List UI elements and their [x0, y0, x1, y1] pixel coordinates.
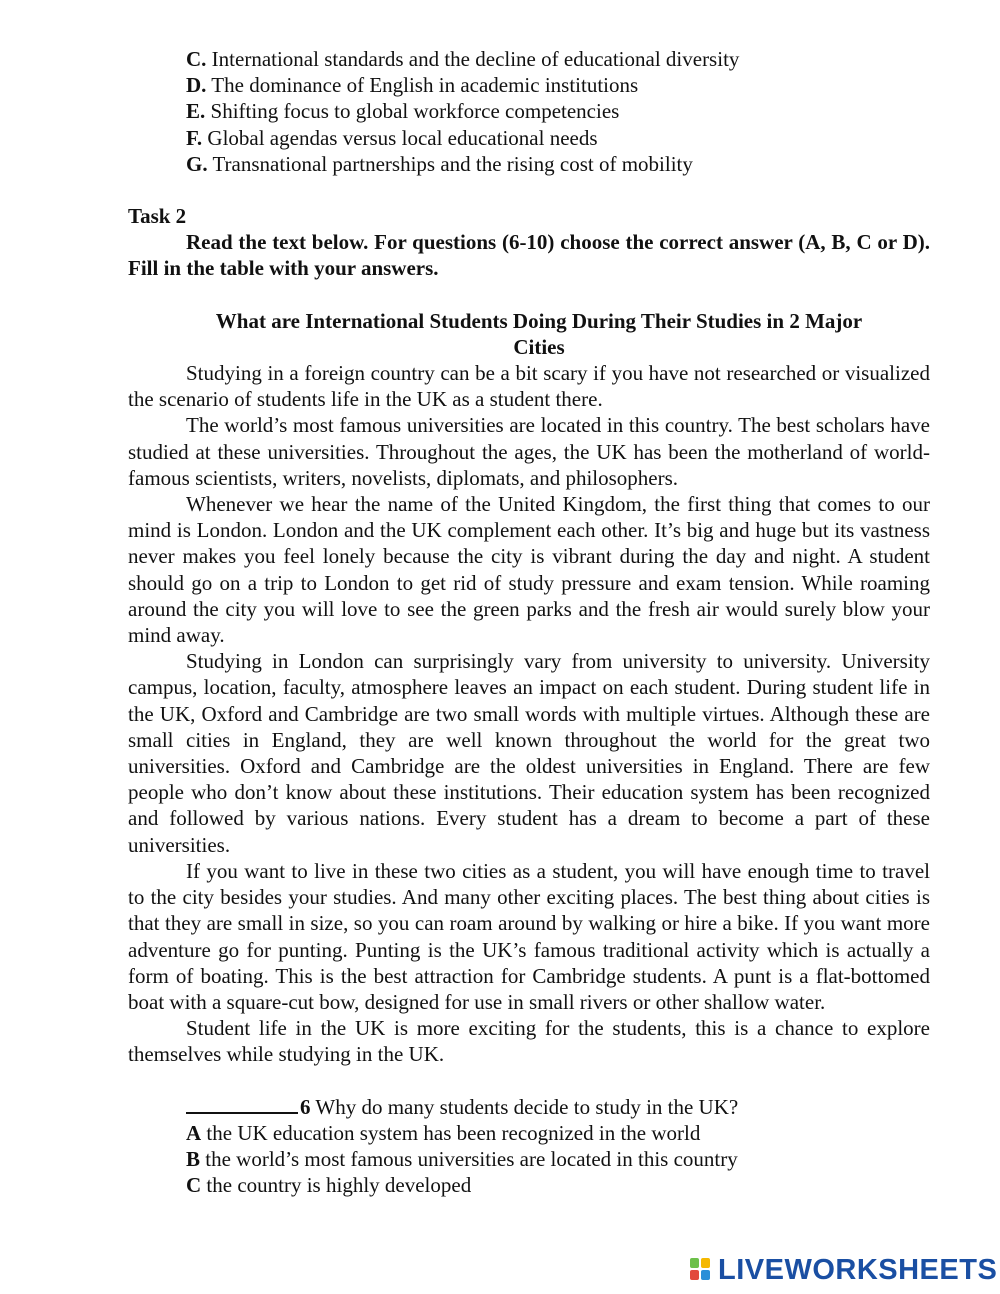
task-instruction: Read the text below. For questions (6-10) choose the correct answer (A, B, C or D). Fill in the table with your answers.: [128, 230, 930, 281]
answer-option-c: [128, 1172, 930, 1198]
logo-square-green: [690, 1258, 699, 1268]
article-title: [128, 308, 930, 360]
option-e: [128, 98, 930, 124]
option-letter: C.: [186, 47, 207, 71]
logo-square-blue: [701, 1270, 710, 1280]
option-c: [128, 46, 930, 72]
article-paragraph: If you want to live in these two cities as a student, you will have enough time to travel to the city besides your studies. And many other exciting places. The best thing about cities is that they are small in size, so you can roam around by walking or hire a bike. If you want more adventure go for punting. Punting is the UK’s famous traditional activity which is actually a form of boating. This is the best attraction for Cambridge students. A punt is a flat-bottomed boat with a square-cut bow, designed for use in small rivers or other shallow water.: [128, 858, 930, 1014]
option-text: The dominance of English in academic institutions: [206, 73, 639, 98]
question-text: Why do many students decide to study in the UK?: [310, 1094, 739, 1119]
liveworksheets-logo-icon: [690, 1258, 712, 1282]
option-d: [128, 72, 930, 98]
option-letter: E.: [186, 99, 206, 124]
spacer: [128, 1068, 930, 1094]
liveworksheets-logo-text: LIVEWORKSHEETS: [718, 1253, 998, 1286]
article-paragraph: Student life in the UK is more exciting for the students, this is a chance to explore themselves while studying in the UK.: [128, 1016, 930, 1067]
answer-text: the world’s most famous universities are located in this country: [200, 1146, 738, 1171]
logo-square-red: [690, 1270, 699, 1280]
answer-letter: A: [186, 1120, 202, 1145]
liveworksheets-logo: [690, 1253, 997, 1287]
article-paragraph: Studying in a foreign country can be a bit scary if you have not researched or visualized the scenario of students life in the UK as a student there.: [128, 361, 930, 412]
article-paragraph: Whenever we hear the name of the United Kingdom, the first thing that comes to our mind is London. London and the UK complement each other. It’s big and huge but its vastness never makes you feel lonely because the city is vibrant during the day and night. A student should go on a trip to London to get rid of study pressure and exam tension. While roaming around the city you will love to see the green parks and the fresh air would surely blow your mind away.: [128, 492, 930, 648]
answer-text: the country is highly developed: [201, 1173, 472, 1198]
spacer: [128, 177, 930, 203]
question-number: 6: [300, 1094, 311, 1119]
question-6: [128, 1094, 930, 1120]
article-paragraph: The world’s most famous universities are located in this country. The best scholars have studied at these universities. Throughout the ages, the UK has been the motherland of world-famous scientists, writers, novelists, diplomats, and philosophers.: [128, 413, 930, 490]
answer-option-a: [128, 1120, 930, 1146]
answer-letter: B: [186, 1146, 201, 1171]
answer-text: the UK education system has been recognized in the world: [201, 1120, 701, 1145]
option-text: International standards and the decline of educational diversity: [206, 47, 740, 71]
answer-blank-6[interactable]: [186, 1094, 298, 1114]
option-f: [128, 125, 930, 151]
task-heading: Task 2: [128, 204, 187, 229]
option-letter: D.: [186, 73, 207, 98]
option-text: Transnational partnerships and the rising cost of mobility: [207, 151, 693, 176]
worksheet-page: [128, 46, 930, 1198]
option-text: Global agendas versus local educational needs: [202, 125, 598, 150]
article-title-line-1: What are International Students Doing During Their Studies in 2 Major: [215, 308, 863, 333]
logo-square-yellow: [701, 1258, 710, 1268]
matching-options-list: [128, 46, 930, 177]
option-letter: F.: [186, 125, 203, 150]
option-text: Shifting focus to global workforce competencies: [205, 99, 620, 124]
article-title-line-2: Cities: [513, 334, 565, 359]
answer-option-b: [128, 1146, 930, 1172]
answer-letter: C: [186, 1173, 202, 1198]
article-paragraph: Studying in London can surprisingly vary from university to university. University campus, location, faculty, atmosphere leaves an impact on each student. During student life in the UK, Oxford and Cambridge are two small words with multiple virtues. Although these are small cities in England, they are well known throughout the world for the great two universities. Oxford and Cambridge are the oldest universities in England. There are few people who don’t know about these institutions. Their education system has been recognized and followed by various nations. Every student has a dream to become a part of these universities.: [128, 649, 930, 857]
option-letter: G.: [186, 151, 208, 176]
option-g: [128, 151, 930, 177]
